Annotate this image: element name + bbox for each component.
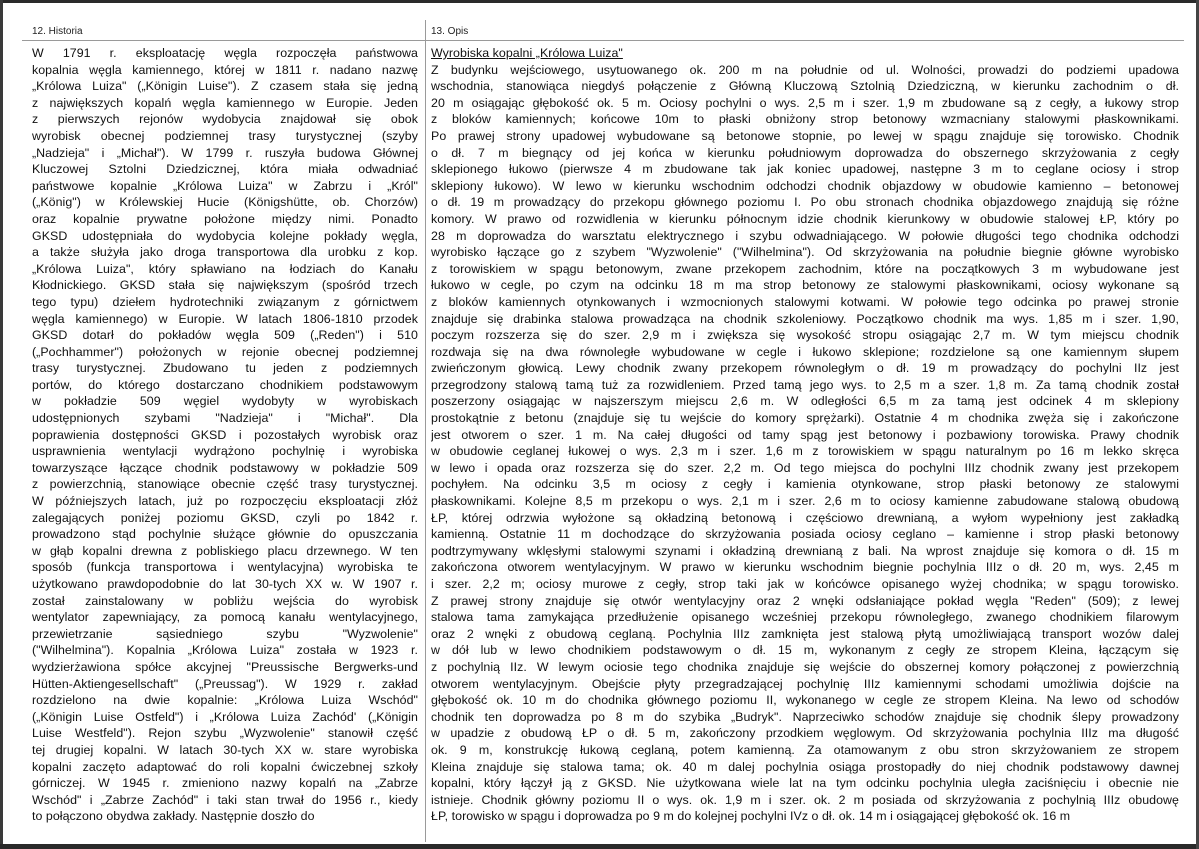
history-column [32, 45, 418, 825]
history-text-line: górniczej. W 1945 r. zmieniono nazwy kopalń na „Zabrze [32, 776, 418, 791]
history-text-line: usprawnienia wentylacji wydrążono pochylnię i wyrobiska [32, 444, 418, 459]
history-text-line: Hütten-Aktiengesellschaft" („Preussag"). W 1929 r. zakład [32, 676, 418, 691]
scan-edge-left [0, 0, 3, 849]
history-text-line: kopalnia węgla kamiennego, której w 1811 r. nadano nazwę [32, 62, 418, 77]
description-text-line: ŁP, której odrzwia wyłożone są okładziną betonową i częściowo drewnianą, a wyłom wypełniony jest zakładką [431, 510, 1179, 525]
history-text-line: wyrobisk obecnej podziemnej trasy turystycznej (szyby [32, 128, 418, 143]
history-text-line: sposób (funkcja transportowa i wentylacyjna) wyrobiska te [32, 560, 418, 575]
description-text-line: 20 m osiągając głębokość ok. 5 m. Ociosy pochylni o wys. 2,5 m i szer. 1,9 m zbudowane są z cegły, a łukowy strop [431, 95, 1179, 110]
description-text-line: ok. 9 m, konstrukcję łukową ceglaną, potem kamienną. Za otamowanym z obu stron skrzyżowaniem ze stropem [431, 742, 1179, 757]
history-text-line: z największych kopalń węgla kamiennego w Europie. Jeden [32, 95, 418, 110]
description-text-line: komory. W prawo od rozwidlenia w kierunku północnym idzie chodnik kierunkowy w obudowie stalowej ŁP, który po [431, 211, 1179, 226]
description-text-line: stalowa tama zamykająca przedłużenie opisanego wcześniej przekopu równoległego, zwanego chodnikiem filarowym [431, 610, 1179, 625]
description-text-line: poszerzony osiągając w najszerszym miejscu 2,6 m. W odległości 6,5 m za tamą jest odcinek 4 m sklepiony [431, 394, 1179, 409]
description-text-line: wschodnia, stanowiąca niegdyś połączenie z Główną Kluczową Sztolnią Dziedziczną, w kierunku zachodnim o dł. [431, 79, 1179, 94]
history-text-line: został zainstalowany w pobliżu wejścia do wyrobisk [32, 593, 418, 608]
history-text-line: a także służyła jako droga transportowa dla urobku z kop. [32, 245, 418, 260]
description-text-line: w dół lub w lewo chodnikiem podstawowym o dł. 15 m, wykonanym z cegły ze stropem Kleina, łączącym się [431, 643, 1179, 658]
history-text-line: tej drugiej kopalni. W latach 30-tych XX w. stare wyrobiska [32, 742, 418, 757]
description-text-line: rozdwaja się na dwa równoległe wybudowane w cegle i łukowo sklepione; rozdzielone są one kamiennym słupem [431, 344, 1179, 359]
history-text-line: oraz kopalnie prywatne położone między nimi. Ponadto [32, 211, 418, 226]
history-text-line: z pierwszych rejonów wydobycia znajdował się obok [32, 112, 418, 127]
description-text-line: płaskownikami. Kolejne 8,5 m przekopu o wys. 2,1 m i szer. 2,6 m to ociosy kamienne zabudowane stalową obudową [431, 494, 1179, 509]
history-text-line: GKSD udostępniała do wydobycia kolejne pokłady węgla, [32, 228, 418, 243]
description-text-line: z torowiskiem w spągu betonowym, zwane przekopem zachodnim, które na początkowych 3 m wybudowane jest [431, 261, 1179, 276]
description-text-line: Z budynku wejściowego, usytuowanego ok. 200 m na południe od ul. Wolności, prowadzi do podziemi upadowa [431, 62, 1179, 77]
description-text-line: z pochylnią IIz. W lewym ociosie tego chodnika znajduje się wejście do obszernej komory połączonej z powierzchnią [431, 659, 1179, 674]
description-text-line: ŁP, torowisko w spągu i doprowadza po 9 m do kolejnej pochylni IVz o dł. ok. 14 m i osiągającej głębokość ok. 16 m [431, 809, 1071, 824]
description-text-line: w obudowie ceglanej łukowej o wys. 2,3 m i szer. 1,6 m z torowiskiem w spągu naturalnym po 16 m lekko skręca [431, 444, 1179, 459]
history-text-line: użytkowano prawdopodobnie do lat 30-tych XX w. W 1907 r. [32, 577, 418, 591]
description-text-line: oraz 2 wnęki z obudową ceglaną. Pochylnia IIIz zamknięta jest stalową płytą umożliwiającą transport wozów dalej [431, 626, 1179, 641]
history-text-line: portów, do którego dostarczano chodnikiem podstawowym [32, 377, 418, 392]
history-text-line: wentylator zapewniający, za pomocą kanału wentylacyjnego, [32, 610, 418, 625]
history-text-line: „Królowa Luiza", który spławiano na łodziach do Kanału [32, 261, 418, 276]
description-text-line: kamienną. Ostatnie 11 m dochodzące do skrzyżowania posiada ociosy ceglano – kamienne i strop płaski betonowy [431, 527, 1179, 542]
history-text-line: prowadzono stąd pochylnie służące głównie do opuszczania [32, 527, 418, 542]
history-text-line: („König") w Królewskiej Hucie (Königshütte, ob. Chorzów) [32, 195, 418, 210]
history-text-line: tego typu) dziełem hydrotechniki związanym z górnictwem [32, 294, 418, 309]
description-text-line: sklepiony łukowo). W lewo w kierunku wschodnim odchodzi chodnik objazdowy w obudowie kamienno – betonowej [431, 178, 1179, 193]
scan-edge-bottom [0, 844, 1199, 849]
description-text-line: pochyłem. Na odcinku 3,5 m ociosy z cegły i kamienia otynkowane, strop płaski betonowy ze stalowymi [431, 477, 1179, 492]
scan-edge-top [0, 0, 1199, 3]
left-header-rule [22, 40, 425, 41]
description-text-line: otworem wentylacyjnym. Obejście płyty przegradzającej pochylnię IIIz kamiennymi schodami umożliwia dojście na [431, 676, 1179, 691]
description-text-line: sklepionego łukowo (pierwsze 4 m zbudowane tak jak koniec upadowej, następne 3 m to ceglane ociosy i strop [431, 162, 1179, 177]
description-text-line: podtrzymywany wklęsłymi stalowymi szynami i okładziną drewnianą z bali. Na wprost znajduje się komora o dł. 15 m [431, 543, 1179, 558]
description-text-line: Po prawej strony upadowej wybudowane są betonowe stopnie, po lewej w spągu znajduje się torowisko. Chodnik [431, 128, 1179, 143]
history-text-line: GKSD dotarł do pokładów węgla 509 („Reden") i 510 [32, 328, 418, 343]
history-text-line: W 1791 r. eksploatację węgla rozpoczęła państwowa [32, 46, 418, 60]
history-text-line: udostępnionych szybami "Nadzieja" i "Michał". Dla [32, 411, 418, 426]
description-text-line: istnieje. Chodnik główny poziomu II o wys. ok. 1,9 m i szer. ok. 2 m posiada od skrzyżowania z pochylnią IIIz obudowę [431, 792, 1179, 807]
history-text-line: Kłodnickiego. GKSD stała się największym (spośród trzech [32, 278, 418, 293]
description-text-line: prostokątnie z betonu (znajduje się tu wejście do komory sprężarki). Ostatnie 4 m chodnika zwęża się i zakończone [431, 411, 1179, 426]
history-text-line: z powierzchnią, stanowiące obecnie część trasy turystycznej. [32, 477, 418, 492]
history-text-line: przewietrzanie sąsiedniego szybu "Wyzwolenie" [32, 626, 418, 641]
history-text-line: Luise Westfeld"). Rejon szybu „Wyzwolenie" stanowił część [32, 726, 418, 741]
description-text-line: z bloków kamiennych; końcowe 10m to płaski obniżony strop betonowy wzmacniany stalowymi płaskownikami. [431, 112, 1179, 127]
history-text-line: poprawienia dostępności GKSD i pozostałych wyrobisk oraz [32, 427, 418, 442]
description-text-line: chodnik ten doprowadza po 8 m do szybika „Budryk". Naprzeciwko schodów znajduje się chodnik ślepy prowadzony [431, 709, 1179, 724]
description-text-line: 28 m doprowadza do warsztatu elektrycznego i szybu odwadniającego. W połowie długości tego chodnika odchodzi [431, 228, 1179, 243]
description-text-line: Z prawej strony znajduje się otwór wentylacyjny oraz 2 wnęki odsłaniające pokład węgla "Reden" (509); z lewej [431, 593, 1179, 608]
history-text-line: Kluczowej Sztolni Dziedzicznej, która miała odwadniać [32, 162, 418, 177]
history-text-line: w głąb kopalni drewna z pobliskiego placu drzewnego. W ten [32, 543, 418, 558]
history-text-line: to połączono obydwa zakłady. Następnie doszło do [32, 809, 315, 824]
section-header-description: 13. Opis [431, 26, 469, 37]
description-text-line: o dł. 19 m prowadzący do przekopu głównego poziomu I. Po obu stronach chodnika objazdowego znajdują się różne [431, 195, 1179, 210]
history-text-line: („Königin Luise Ostfeld") i „Królowa Luiza Zachód' („Königin [32, 709, 418, 724]
history-text-line: kopalni zaczęto adaptować do roli kopalni ćwiczebnej szkoły [32, 759, 418, 774]
description-title: Wyrobiska kopalni „Królowa Luiza" [431, 46, 623, 60]
history-text-line: towarzyszące łączące chodnik podstawowy w pokładzie 509 [32, 460, 418, 475]
description-text-line: o dł. 7 m biegnący od jej końca w kierunku południowym doprowadza do obszernego skrzyżowania z cegły [431, 145, 1179, 160]
history-text-line: („Pochhammer") położonych w rejonie obecnej podziemnej [32, 344, 418, 359]
description-text-line: głębokość ok. 10 m do chodnika głównego poziomu II, wykonanego w cegle ze stropem Kleina. Na lewo od schodów [431, 693, 1179, 708]
history-text-line: wydzierżawiona spółce akcyjnej "Preussische Bergwerks-und [32, 659, 418, 674]
description-text-line: zwieńczonym głowicą. Lewy chodnik zwany przekopem równoległym o dł. 19 m prowadzący do pochylni IIz jest [431, 361, 1179, 376]
description-text-line: Kleina znajduje się stalowa tama; ok. 40 m dalej pochylnia osiąga prostopadły do niej chodnik podstawowy dawnej [431, 759, 1179, 774]
history-text-line: ("Wilhelmina"). Kopalnia „Królowa Luiza" została w 1923 r. [32, 643, 418, 658]
history-text-line: Wschód" i „Zabrze Zachód" i taki stan trwał do 1956 r., kiedy [32, 792, 418, 807]
right-header-rule [426, 40, 1184, 41]
history-text-line: W późniejszych latach, już po rozpoczęciu eksploatacji złóż [32, 494, 418, 509]
description-text-line: znajduje się drabinka stalowa prowadząca na chodnik szkoleniowy. Początkowo chodnik ma wys. 1,85 m i szer. 1,90, [431, 311, 1179, 326]
description-text-line: zakończona otworem wentylacyjnym. W prawo w kierunku wschodnim biegnie pochylnia IIIz o dł. 20 m, wys. 2,45 m [431, 560, 1179, 575]
description-text-line: z bloków kamiennych otynkowanych i wzmocnionych stalowymi kotwami. W połowie tego odcinka po prawej stronie [431, 294, 1179, 309]
description-text-line: jest otworem o szer. 1 m. Na całej długości od tamy spąg jest betonowy i pozbawiony torowiska. Prawy chodnik [431, 427, 1179, 442]
description-text-line: w lewo i opada oraz rozszerza się do szer. 2,2 m. Od tego miejsca do pochylni IIIz chodnik zwany jest przekopem [431, 460, 1179, 475]
description-text-line: przegrodzony stalową tamą tuż za rozwidleniem. Przed tamą jego wys. to 2,5 m a szer. 1,8 m. Za tamą chodnik został [431, 377, 1179, 392]
description-column [431, 45, 1179, 825]
history-text-line: trasy turystycznej. Zbudowano tu jeden z podziemnych [32, 361, 418, 376]
history-text-line: rozdzielono na dwie kopalnie: „Królowa Luiza Wschód" [32, 693, 418, 708]
description-text-line: poczym rozszerza się do szer. 2,9 m i zwiększa się wysokość stropu osiągając 2,7 m. W tym miejscu chodnik [431, 328, 1179, 343]
column-divider [425, 20, 426, 842]
history-text-line: w pokładzie 509 węgiel wydobyty w wyrobiskach [32, 394, 418, 409]
history-text-line: „Królowa Luiza" („Königin Luise"). Z czasem stała się jedną [32, 79, 418, 94]
description-text-line: i szer. 2,2 m; ociosy murowe z cegły, strop taki jak w końcówce opisanego wyżej chodnika; w spągu torowisko. [431, 577, 1179, 591]
description-text-line: w upadzie z obudową ŁP o dł. 5 m, zakończony przodkiem węglowym. Od skrzyżowania pochylnia IIIz ma długość [431, 726, 1179, 741]
history-text-line: „Nadzieja" i „Michał"). W 1799 r. ruszyła budowa Głównej [32, 145, 418, 160]
history-text-line: zalegających poniżej poziomu GKSD, czyli po 1842 r. [32, 510, 418, 525]
section-header-history: 12. Historia [32, 26, 83, 37]
history-text-line: państwowe kopalnie „Królowa Luiza" w Zabrzu i „Król" [32, 178, 418, 193]
description-text-line: łukowo w cegle, po czym na odcinku 18 m ma strop betonowy ze stalowymi płaskownikami, ociosy wykonane są [431, 278, 1179, 293]
description-text-line: wyrobisko łączące go z szybem "Wyzwolenie" ("Wilhelmina"). Od skrzyżowania na południe biegnie główne wyrobisko [431, 245, 1179, 260]
history-text-line: węgla kamiennego) w Europie. W latach 1806-1810 przodek [32, 311, 418, 326]
description-text-line: kopalni, który łączył ją z GKSD. Nie użytkowana wiele lat na tym odcinku pochylnia uległa zaciśnięciu i obecnie nie [431, 776, 1179, 791]
